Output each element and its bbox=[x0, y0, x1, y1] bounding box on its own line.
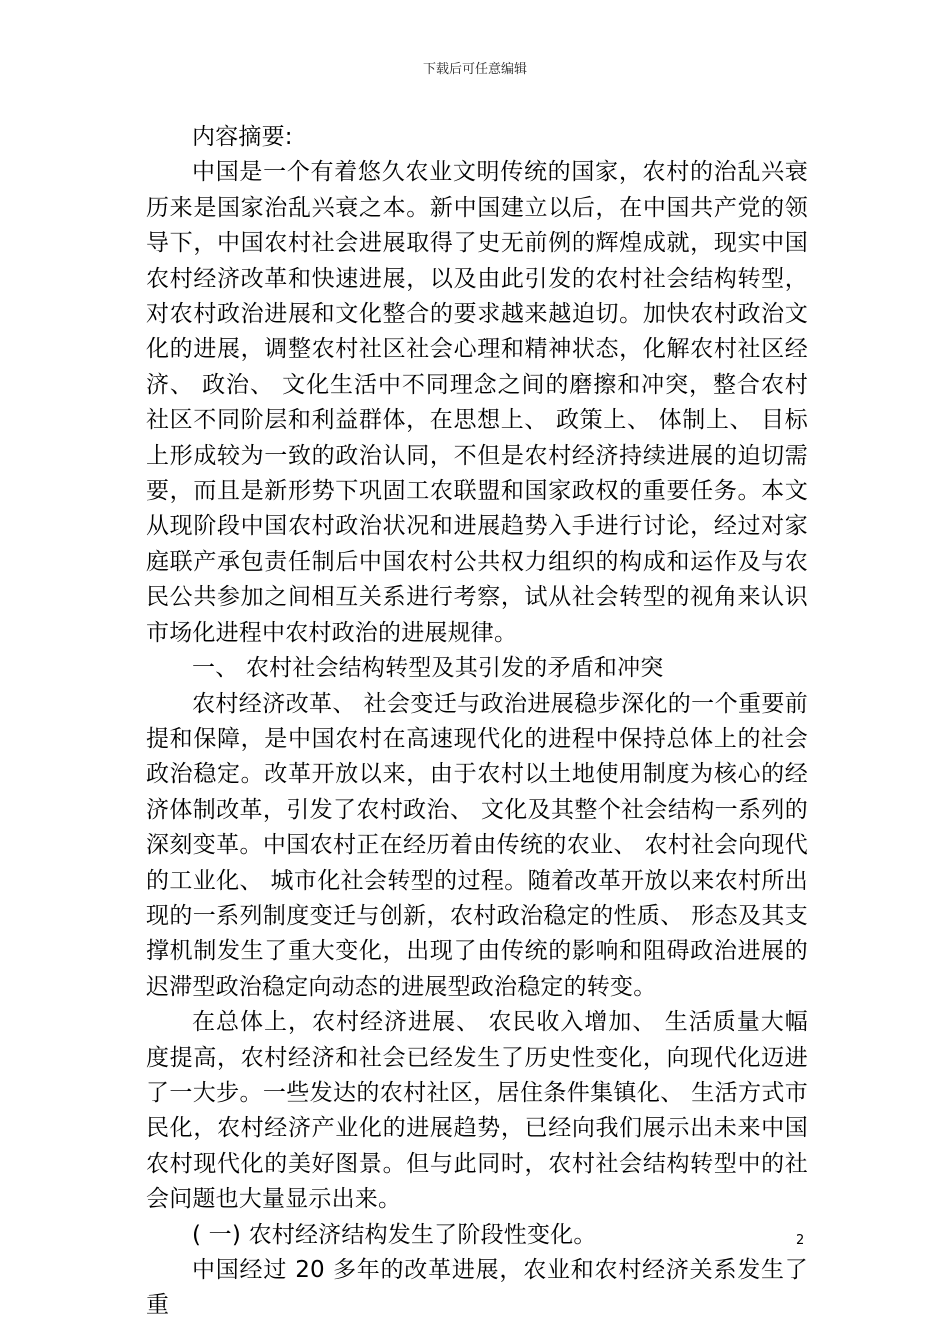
abstract-heading: 内容摘要: bbox=[192, 124, 293, 150]
abstract-paragraph: 中国是一个有着悠久农业文明传统的国家，农村的治乱兴衰历来是国家治乱兴衰之本。新中国建立以后，在中国共产党的领导下，中国农村社会进展取得了史无前例的辉煌成就，现实中国农村经济改革和快速进展，以及由此引发的农村社会结构转型，对农村政治进展和文化整合的要求越来越迫切。加快农村政治文化的进展，调整农村社区社会心理和精神状态，化解农村社区经济、 政治、 文化生活中不同理念之间的磨擦和冲突，整合农村社区不同阶层和利益群体，在思想上、 政策上、 体制上、 目标上形成较为一致的政治认同，不但是农村经济持续进展的迫切需要，而且是新形势下巩固工农联盟和国家政权的重要任务。本文从现阶段中国农村政治状况和进展趋势入手进行讨论，经过对家庭联产承包责任制后中国农村公共权力组织的构成和运作及与农民公共参加之间相互关系进行考察，试从社会转型的视角来认识市场化进程中农村政治的进展规律。 bbox=[146, 159, 808, 646]
page-number: 2 bbox=[796, 1233, 805, 1248]
section-heading-1: 一、 农村社会结构转型及其引发的矛盾和冲突 bbox=[192, 655, 664, 682]
page-header: 下载后可任意编辑 bbox=[422, 62, 527, 77]
body-paragraph: 在总体上，农村经济进展、 农民收入增加、 生活质量大幅度提高，农村经济和社会已经发生了历史性变化，向现代化迈进了一大步。一些发达的农村社区，居住条件集镇化、 生活方式市民化，农村经济产业化的进展趋势，已经向我们展示出未来中国农村现代化的美好图景。但与此同时，农村社会结构转型中的社会问题也大量显示出来。 bbox=[146, 1009, 808, 1213]
body-paragraph: 农村经济改革、 社会变迁与政治进展稳步深化的一个重要前提和保障，是中国农村在高速现代化的进程中保持总体上的社会政治稳定。改革开放以来，由于农村以土地使用制度为核心的经济体制改革，引发了农村政治、 文化及其整个社会结构一系列的深刻变革。中国农村正在经历着由传统的农业、 农村社会向现代的工业化、 城市化社会转型的过程。随着改革开放以来农村所出现的一系列制度变迁与创新，农村政治稳定的性质、 形态及其支撑机制发生了重大变化，出现了由传统的影响和阻碍政治进展的迟滞型政治稳定向动态的进展型政治稳定的转变。 bbox=[146, 690, 808, 1000]
document-body bbox=[146, 120, 808, 1324]
subsection-heading-1: ( 一) 农村经济结构发生了阶段性变化。 bbox=[192, 1221, 597, 1248]
body-paragraph: 中国经过 20 多年的改革进展，农业和农村经济关系发生了重 bbox=[146, 1257, 808, 1319]
